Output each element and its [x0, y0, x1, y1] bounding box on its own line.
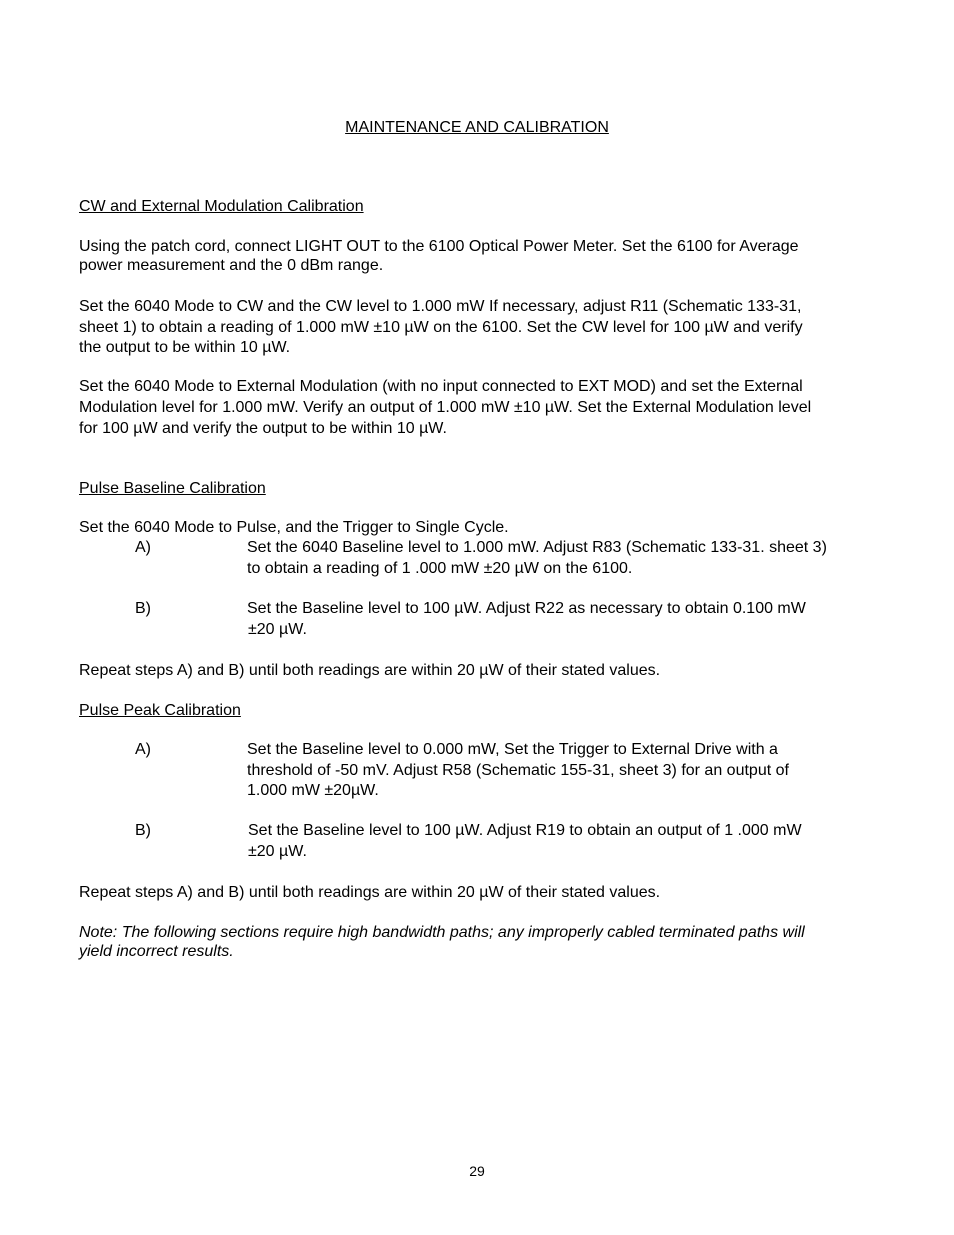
peak-repeat-note: Repeat steps A) and B) until both readings are within 20 µW of their stated values.	[79, 884, 661, 901]
cw-paragraph-1-line-1: Using the patch cord, connect LIGHT OUT to the 6100 Optical Power Meter. Set the 6100 for Average	[79, 238, 799, 255]
cw-section-heading: CW and External Modulation Calibration	[79, 198, 364, 215]
peak-step-a-line-2: threshold of -50 mV. Adjust R58 (Schematic 155-31, sheet 3) for an output of	[247, 762, 789, 779]
baseline-repeat-note: Repeat steps A) and B) until both readings are within 20 µW of their stated values.	[79, 662, 661, 679]
cw-paragraph-3-line-3: for 100 µW and verify the output to be within 10 µW.	[79, 420, 447, 437]
baseline-step-a-line-1: Set the 6040 Baseline level to 1.000 mW. Adjust R83 (Schematic 133-31. sheet 3)	[247, 539, 827, 556]
peak-step-a-line-3: 1.000 mW ±20µW.	[247, 782, 379, 799]
baseline-step-b-label: B)	[135, 600, 151, 617]
cw-paragraph-3-line-2: Modulation level for 1.000 mW. Verify an output of 1.000 mW ±10 µW. Set the External Modulation level	[79, 399, 812, 416]
peak-step-a-line-1: Set the Baseline level to 0.000 mW, Set the Trigger to External Drive with a	[247, 741, 778, 758]
peak-step-b-label: B)	[135, 822, 151, 839]
baseline-step-b-line-2: ±20 µW.	[248, 621, 307, 638]
baseline-intro: Set the 6040 Mode to Pulse, and the Trigger to Single Cycle.	[79, 519, 509, 536]
page-number: 29	[469, 1163, 485, 1179]
cw-paragraph-2-line-1: Set the 6040 Mode to CW and the CW level to 1.000 mW If necessary, adjust R11 (Schematic 133-31,	[79, 298, 802, 315]
baseline-step-b-line-1: Set the Baseline level to 100 µW. Adjust R22 as necessary to obtain 0.100 mW	[247, 600, 806, 617]
bandwidth-note-line-1: Note: The following sections require high bandwidth paths; any improperly cabled terminated paths will	[79, 924, 805, 941]
bandwidth-note-line-2: yield incorrect results.	[79, 943, 234, 960]
baseline-step-a-label: A)	[135, 539, 151, 556]
peak-step-b-line-1: Set the Baseline level to 100 µW. Adjust R19 to obtain an output of 1 .000 mW	[248, 822, 802, 839]
peak-step-a-label: A)	[135, 741, 151, 758]
cw-paragraph-2-line-3: the output to be within 10 µW.	[79, 339, 291, 356]
baseline-step-a-line-2: to obtain a reading of 1 .000 mW ±20 µW on the 6100.	[247, 560, 633, 577]
cw-paragraph-2-line-2: sheet 1) to obtain a reading of 1.000 mW ±10 µW on the 6100. Set the CW level for 100 µW and verify	[79, 319, 803, 336]
baseline-section-heading: Pulse Baseline Calibration	[79, 480, 266, 497]
page-title: MAINTENANCE AND CALIBRATION	[345, 119, 609, 136]
peak-section-heading: Pulse Peak Calibration	[79, 702, 241, 719]
peak-step-b-line-2: ±20 µW.	[248, 843, 307, 860]
cw-paragraph-3-line-1: Set the 6040 Mode to External Modulation (with no input connected to EXT MOD) and set the External	[79, 378, 803, 395]
cw-paragraph-1-line-2: power measurement and the 0 dBm range.	[79, 257, 384, 274]
